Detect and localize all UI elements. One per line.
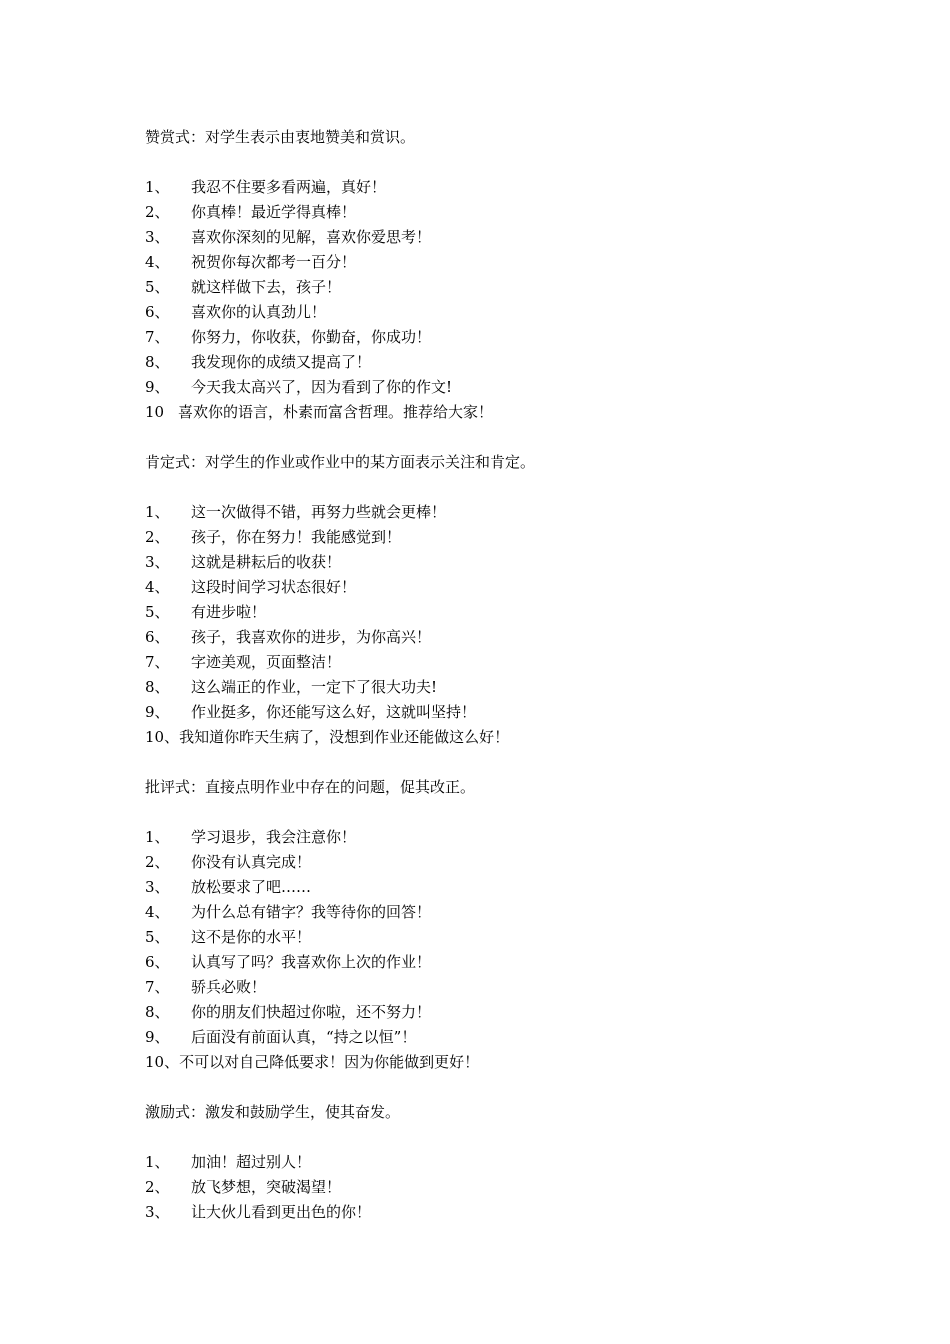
list-item <box>145 275 845 300</box>
list-item <box>145 700 845 725</box>
item-number: 4、 <box>145 253 170 271</box>
item-text: 让大伙儿看到更出色的你！ <box>191 1203 372 1221</box>
list-item <box>145 375 845 400</box>
item-text: 后面没有前面认真，“持之以恒”！ <box>191 1028 417 1046</box>
item-number: 3、 <box>145 553 170 571</box>
item-text: 认真写了吗？我喜欢你上次的作业！ <box>191 953 432 971</box>
item-text: 我忍不住要多看两遍，真好！ <box>191 178 387 196</box>
item-text: 你努力，你收获，你勤奋，你成功！ <box>191 328 432 346</box>
item-number: 7、 <box>145 328 170 346</box>
item-number: 8、 <box>145 353 170 371</box>
list-item <box>145 1200 845 1225</box>
item-number: 2、 <box>145 528 170 546</box>
item-number: 3、 <box>145 878 170 896</box>
list-item <box>145 1175 845 1200</box>
list-item <box>145 625 845 650</box>
item-text: 这么端正的作业，一定下了很大功夫! <box>191 678 438 696</box>
item-text: 这不是你的水平！ <box>191 928 312 946</box>
list-item <box>145 1150 845 1175</box>
item-text: 我知道你昨天生病了，没想到作业还能做这么好！ <box>179 728 510 746</box>
item-number: 3、 <box>145 1203 170 1221</box>
list-item <box>145 900 845 925</box>
item-number: 9、 <box>145 1028 170 1046</box>
list-item <box>145 975 845 1000</box>
list-item <box>145 250 845 275</box>
item-number: 2、 <box>145 1178 170 1196</box>
item-number: 3、 <box>145 228 170 246</box>
item-text: 你的朋友们快超过你啦，还不努力！ <box>191 1003 432 1021</box>
list-item <box>145 225 845 250</box>
item-text: 你没有认真完成！ <box>191 853 312 871</box>
item-number: 6、 <box>145 953 170 971</box>
list-item <box>145 850 845 875</box>
list-item <box>145 550 845 575</box>
list-item <box>145 825 845 850</box>
list-item <box>145 400 845 425</box>
item-number: 5、 <box>145 278 170 296</box>
item-text: 喜欢你深刻的见解，喜欢你爱思考！ <box>191 228 432 246</box>
item-text: 这一次做得不错，再努力些就会更棒！ <box>191 503 447 521</box>
list-item <box>145 875 845 900</box>
item-number: 9、 <box>145 703 170 721</box>
item-number: 4、 <box>145 903 170 921</box>
list-item <box>145 925 845 950</box>
list-item <box>145 1025 845 1050</box>
item-number: 1、 <box>145 178 170 196</box>
item-text: 祝贺你每次都考一百分！ <box>191 253 357 271</box>
list-item <box>145 200 845 225</box>
item-number: 6、 <box>145 303 170 321</box>
item-number: 5、 <box>145 603 170 621</box>
list-item <box>145 300 845 325</box>
item-text: 这就是耕耘后的收获！ <box>191 553 342 571</box>
item-number: 1、 <box>145 828 170 846</box>
section-heading-encourage: 激励式：激发和鼓励学生，使其奋发。 <box>145 1103 401 1121</box>
item-text: 你真棒！最近学得真棒！ <box>191 203 357 221</box>
item-text: 放松要求了吧…… <box>191 878 312 896</box>
section-heading-praise: 赞赏式：对学生表示由衷地赞美和赏识。 <box>145 128 416 146</box>
list-item <box>145 575 845 600</box>
item-number: 2、 <box>145 203 170 221</box>
item-text: 孩子，你在努力！我能感觉到！ <box>191 528 402 546</box>
item-number: 4、 <box>145 578 170 596</box>
item-text: 喜欢你的语言，朴素而富含哲理。推荐给大家！ <box>178 403 494 421</box>
item-text: 不可以对自己降低要求！因为你能做到更好！ <box>179 1053 480 1071</box>
document-page <box>145 125 845 1225</box>
item-number: 5、 <box>145 928 170 946</box>
item-text: 学习退步，我会注意你！ <box>191 828 357 846</box>
item-number: 8、 <box>145 678 170 696</box>
item-text: 我发现你的成绩又提高了！ <box>191 353 372 371</box>
item-number: 1、 <box>145 1153 170 1171</box>
list-item <box>145 1050 845 1075</box>
item-text: 为什么总有错字？我等待你的回答！ <box>191 903 432 921</box>
item-text: 孩子，我喜欢你的进步，为你高兴！ <box>191 628 432 646</box>
item-text: 骄兵必败！ <box>191 978 267 996</box>
section-heading-critique: 批评式：直接点明作业中存在的问题，促其改正。 <box>145 778 476 796</box>
item-number: 1、 <box>145 503 170 521</box>
item-number: 8、 <box>145 1003 170 1021</box>
item-number: 7、 <box>145 653 170 671</box>
list-item <box>145 675 845 700</box>
list-item <box>145 325 845 350</box>
item-text: 加油！超过别人！ <box>191 1153 312 1171</box>
item-number: 2、 <box>145 853 170 871</box>
list-item <box>145 950 845 975</box>
list-item <box>145 500 845 525</box>
list-item <box>145 175 845 200</box>
list-item <box>145 650 845 675</box>
item-text: 作业挺多，你还能写这么好，这就叫坚持！ <box>191 703 477 721</box>
item-text: 喜欢你的认真劲儿！ <box>191 303 327 321</box>
section-heading-affirm: 肯定式：对学生的作业或作业中的某方面表示关注和肯定。 <box>145 453 536 471</box>
list-item <box>145 600 845 625</box>
item-text: 就这样做下去，孩子！ <box>191 278 342 296</box>
item-number: 7、 <box>145 978 170 996</box>
item-number: 6、 <box>145 628 170 646</box>
list-item <box>145 525 845 550</box>
item-text: 放飞梦想，突破渴望！ <box>191 1178 342 1196</box>
list-item <box>145 350 845 375</box>
item-text: 有进步啦！ <box>191 603 267 621</box>
list-item <box>145 1000 845 1025</box>
list-item <box>145 725 845 750</box>
item-number: 10、 <box>145 728 180 746</box>
item-number: 9、 <box>145 378 170 396</box>
item-number: 10、 <box>145 1053 180 1071</box>
item-text: 这段时间学习状态很好！ <box>191 578 357 596</box>
item-text: 今天我太高兴了，因为看到了你的作文! <box>191 378 453 396</box>
item-text: 字迹美观，页面整洁！ <box>191 653 342 671</box>
item-number: 10 <box>145 403 165 421</box>
